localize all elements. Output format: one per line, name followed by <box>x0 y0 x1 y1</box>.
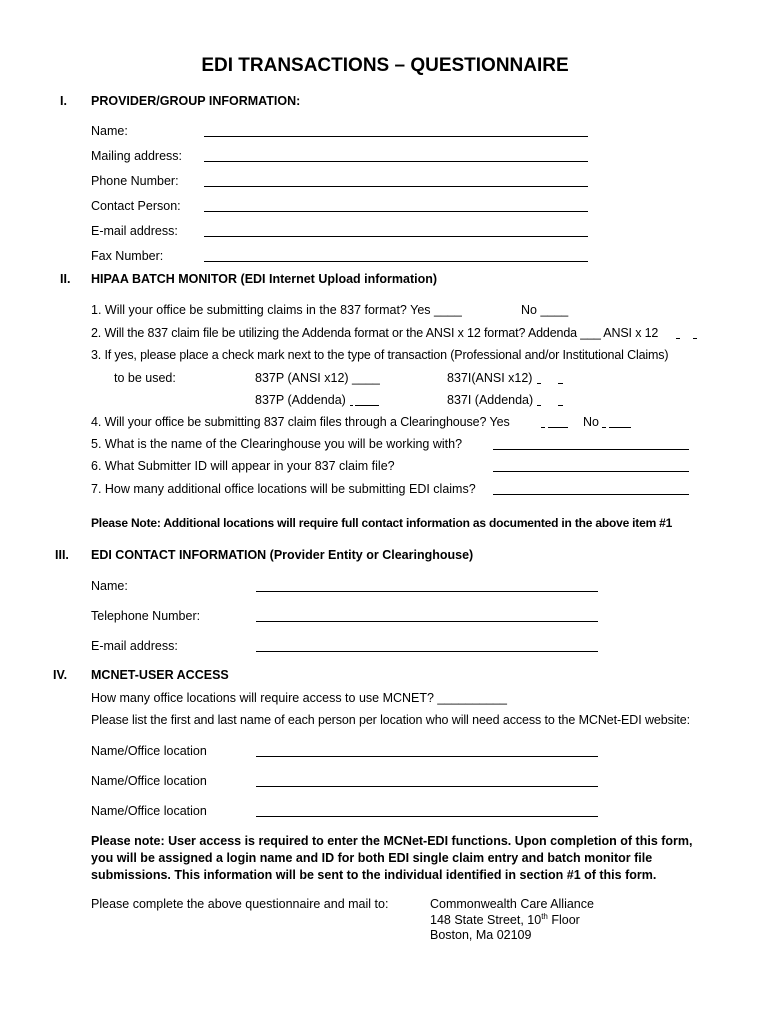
mcnet-list-instruction: Please list the first and last name of each person per location who will need access to the MCNet-EDI website: <box>91 713 691 727</box>
mail-org: Commonwealth Care Alliance <box>430 897 594 911</box>
section-4-note: Please note: User access is required to enter the MCNet-EDI functions. Upon completion of this form, you will be assigned a login name and ID for both EDI single claim entry and batch monitor file submissions. This information will be sent to the individual identified in section #1 of this form. <box>91 834 693 882</box>
email-address-label: E-mail address: <box>91 224 178 238</box>
contact-email-field[interactable] <box>256 651 598 652</box>
section-2-number: II. <box>60 272 71 286</box>
question-4-no: No <box>583 415 599 429</box>
question-1-no[interactable]: No ____ <box>521 303 569 317</box>
ansi-x12-blank-2[interactable] <box>693 338 697 339</box>
section-1-number: I. <box>60 94 67 108</box>
office-location-field-2[interactable] <box>256 786 598 787</box>
question-6: 6. What Submitter ID will appear in your 837 claim file? <box>91 459 395 473</box>
question-4: 4. Will your office be submitting 837 claim files through a Clearinghouse? Yes <box>91 415 510 429</box>
option-837p-addenda[interactable]: 837P (Addenda) <box>255 393 346 407</box>
office-location-label-2: Name/Office location <box>91 774 207 788</box>
mail-street-ordinal: th <box>541 912 548 921</box>
mailing-address-label: Mailing address: <box>91 149 183 163</box>
contact-name-field[interactable] <box>256 591 598 592</box>
option-837i-addenda-blank-1[interactable] <box>537 405 541 406</box>
contact-name-label: Name: <box>91 579 128 593</box>
email-address-field[interactable] <box>204 236 588 237</box>
page-title: EDI TRANSACTIONS – QUESTIONNAIRE <box>201 55 569 76</box>
section-3-heading: EDI CONTACT INFORMATION (Provider Entity or Clearinghouse) <box>91 548 474 562</box>
question-4-yes-blank-1[interactable] <box>541 427 545 428</box>
mail-street <box>430 912 580 927</box>
option-837i-addenda[interactable]: 837I (Addenda) <box>447 393 534 407</box>
office-location-label-3: Name/Office location <box>91 804 207 818</box>
contact-person-label: Contact Person: <box>91 199 181 213</box>
phone-number-field[interactable] <box>204 186 588 187</box>
contact-telephone-label: Telephone Number: <box>91 609 201 623</box>
option-837i-ansi-blank-1[interactable] <box>537 383 541 384</box>
question-1: 1. Will your office be submitting claims in the 837 format? Yes ____ <box>91 303 462 317</box>
question-7: 7. How many additional office locations will be submitting EDI claims? <box>91 482 476 496</box>
fax-number-field[interactable] <box>204 261 588 262</box>
mailing-address-field[interactable] <box>204 161 588 162</box>
section-4-number: IV. <box>53 668 68 682</box>
mail-city: Boston, Ma 02109 <box>430 928 532 942</box>
contact-email-label: E-mail address: <box>91 639 178 653</box>
question-2: 2. Will the 837 claim file be utilizing the Addenda format or the ANSI x 12 format? Addenda ___ ANSI x 12 <box>91 326 659 340</box>
provider-name-label: Name: <box>91 124 128 138</box>
fax-number-label: Fax Number: <box>91 249 164 263</box>
phone-number-label: Phone Number: <box>91 174 179 188</box>
mail-instruction: Please complete the above questionnaire and mail to: <box>91 897 389 911</box>
ansi-x12-blank-1[interactable] <box>676 338 680 339</box>
office-location-field-3[interactable] <box>256 816 598 817</box>
mail-street-main: 148 State Street, 10 <box>430 913 542 928</box>
contact-person-field[interactable] <box>204 211 588 212</box>
section-4-heading: MCNET-USER ACCESS <box>91 668 229 682</box>
section-3-number: III. <box>55 548 69 562</box>
option-837p-addenda-blank-2[interactable] <box>355 405 379 406</box>
section-1-heading: PROVIDER/GROUP INFORMATION: <box>91 94 301 108</box>
question-3-to-be-used: to be used: <box>114 371 176 385</box>
question-4-no-blank-2[interactable] <box>609 427 631 428</box>
question-4-no-blank-1[interactable] <box>602 427 606 428</box>
option-837p-ansi[interactable]: 837P (ANSI x12) ____ <box>255 371 380 385</box>
additional-locations-field[interactable] <box>493 494 689 495</box>
clearinghouse-name-field[interactable] <box>493 449 689 450</box>
provider-name-field[interactable] <box>204 136 588 137</box>
submitter-id-field[interactable] <box>493 471 689 472</box>
question-4-yes-blank-2[interactable] <box>548 427 568 428</box>
contact-telephone-field[interactable] <box>256 621 598 622</box>
question-5: 5. What is the name of the Clearinghouse you will be working with? <box>91 437 463 451</box>
section-2-note: Please Note: Additional locations will require full contact information as documented in the above item #1 <box>91 516 673 530</box>
office-location-label-1: Name/Office location <box>91 744 207 758</box>
option-837i-addenda-blank-2[interactable] <box>558 405 563 406</box>
option-837i-ansi[interactable]: 837I(ANSI x12) <box>447 371 533 385</box>
option-837i-ansi-blank-2[interactable] <box>558 383 563 384</box>
option-837p-addenda-blank-1[interactable] <box>350 405 353 406</box>
section-2-heading: HIPAA BATCH MONITOR (EDI Internet Upload information) <box>91 272 438 286</box>
mcnet-locations-question: How many office locations will require access to use MCNET? __________ <box>91 691 507 705</box>
office-location-field-1[interactable] <box>256 756 598 757</box>
mail-street-floor: Floor <box>547 913 580 928</box>
question-3: 3. If yes, please place a check mark next to the type of transaction (Professional and/or Institutional Claims) <box>91 348 669 362</box>
